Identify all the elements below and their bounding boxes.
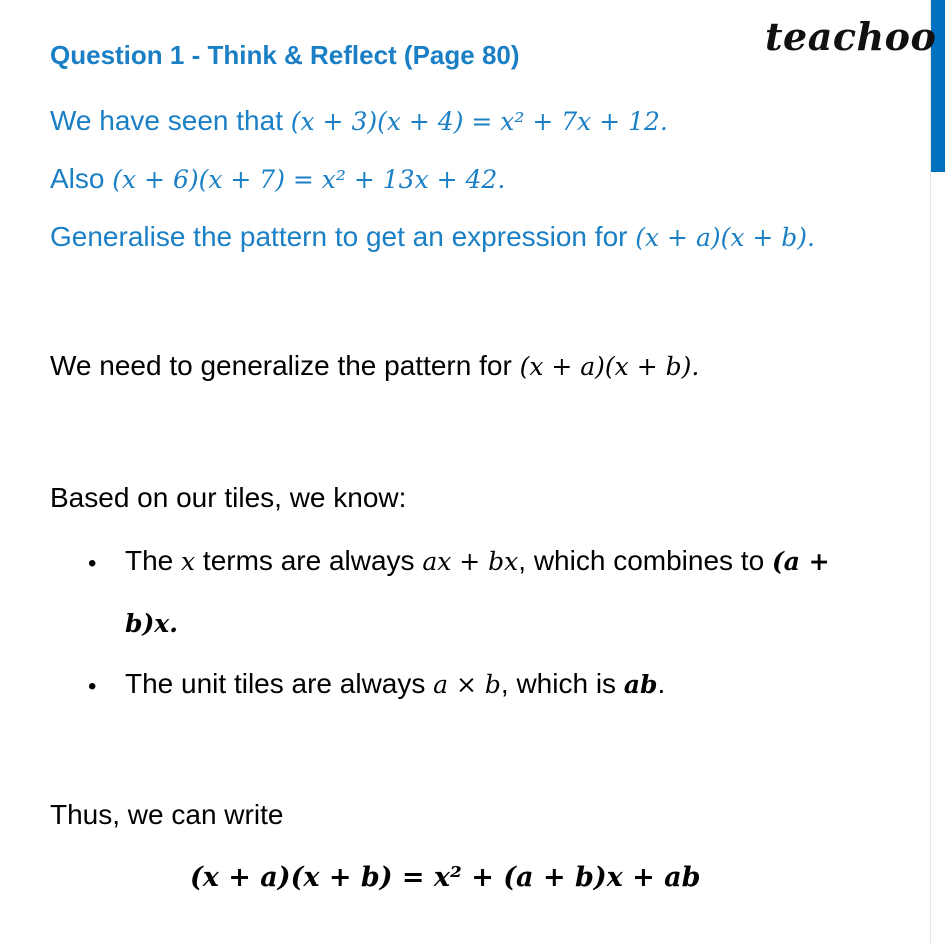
bullet-1-line-1: [125, 545, 830, 577]
solution-intro-text: We need to generalize the pattern for: [50, 350, 520, 381]
question-line-2-math: (x + 6)(x + 7) = x² + 13x + 42.: [112, 165, 506, 194]
bullet-1-bold-b: b)x.: [125, 609, 178, 638]
bullet-2-text-b: , which is: [500, 668, 624, 699]
question-title: Question 1 - Think & Reflect (Page 80): [50, 40, 520, 70]
bullet-2-bold: ab: [623, 670, 658, 699]
bullet-marker-2: •: [88, 673, 97, 700]
teachoo-logo: teachoo: [765, 14, 937, 59]
bullet-marker-1: •: [88, 550, 97, 577]
bullet-1-bold-a: (a +: [771, 547, 830, 576]
solution-intro: [50, 350, 699, 382]
bullet-1-expr: ax + bx: [422, 547, 519, 576]
bullet-1-text-b: terms are always: [195, 545, 423, 576]
question-line-1-math: (x + 3)(x + 4) = x² + 7x + 12.: [290, 107, 668, 136]
bullet-1-text-a: The: [125, 545, 182, 576]
bullet-2-line: [125, 668, 665, 700]
bullet-1-var-x: x: [181, 547, 196, 576]
bullet-1-text-c: , which combines to: [518, 545, 772, 576]
question-line-1-text: We have seen that: [50, 105, 291, 136]
bullet-1-line-2: [125, 607, 178, 639]
question-line-2: [50, 163, 505, 195]
bullet-2-text-c: .: [657, 668, 666, 699]
final-equation: (x + a)(x + b) = x² + (a + b)x + ab: [190, 862, 701, 893]
bullet-2-expr: a × b: [433, 670, 501, 699]
question-line-3-math: (x + a)(x + b).: [635, 223, 815, 252]
question-line-2-text: Also: [50, 163, 113, 194]
question-line-1: [50, 105, 668, 137]
question-line-3-text: Generalise the pattern to get an expression for: [50, 221, 636, 252]
tiles-heading: Based on our tiles, we know:: [50, 482, 407, 513]
solution-intro-math: (x + a)(x + b).: [519, 352, 700, 381]
question-line-3: [50, 221, 815, 253]
bullet-2-text-a: The unit tiles are always: [125, 668, 434, 699]
thus-text: Thus, we can write: [50, 799, 284, 830]
scrollbar[interactable]: [931, 0, 945, 945]
